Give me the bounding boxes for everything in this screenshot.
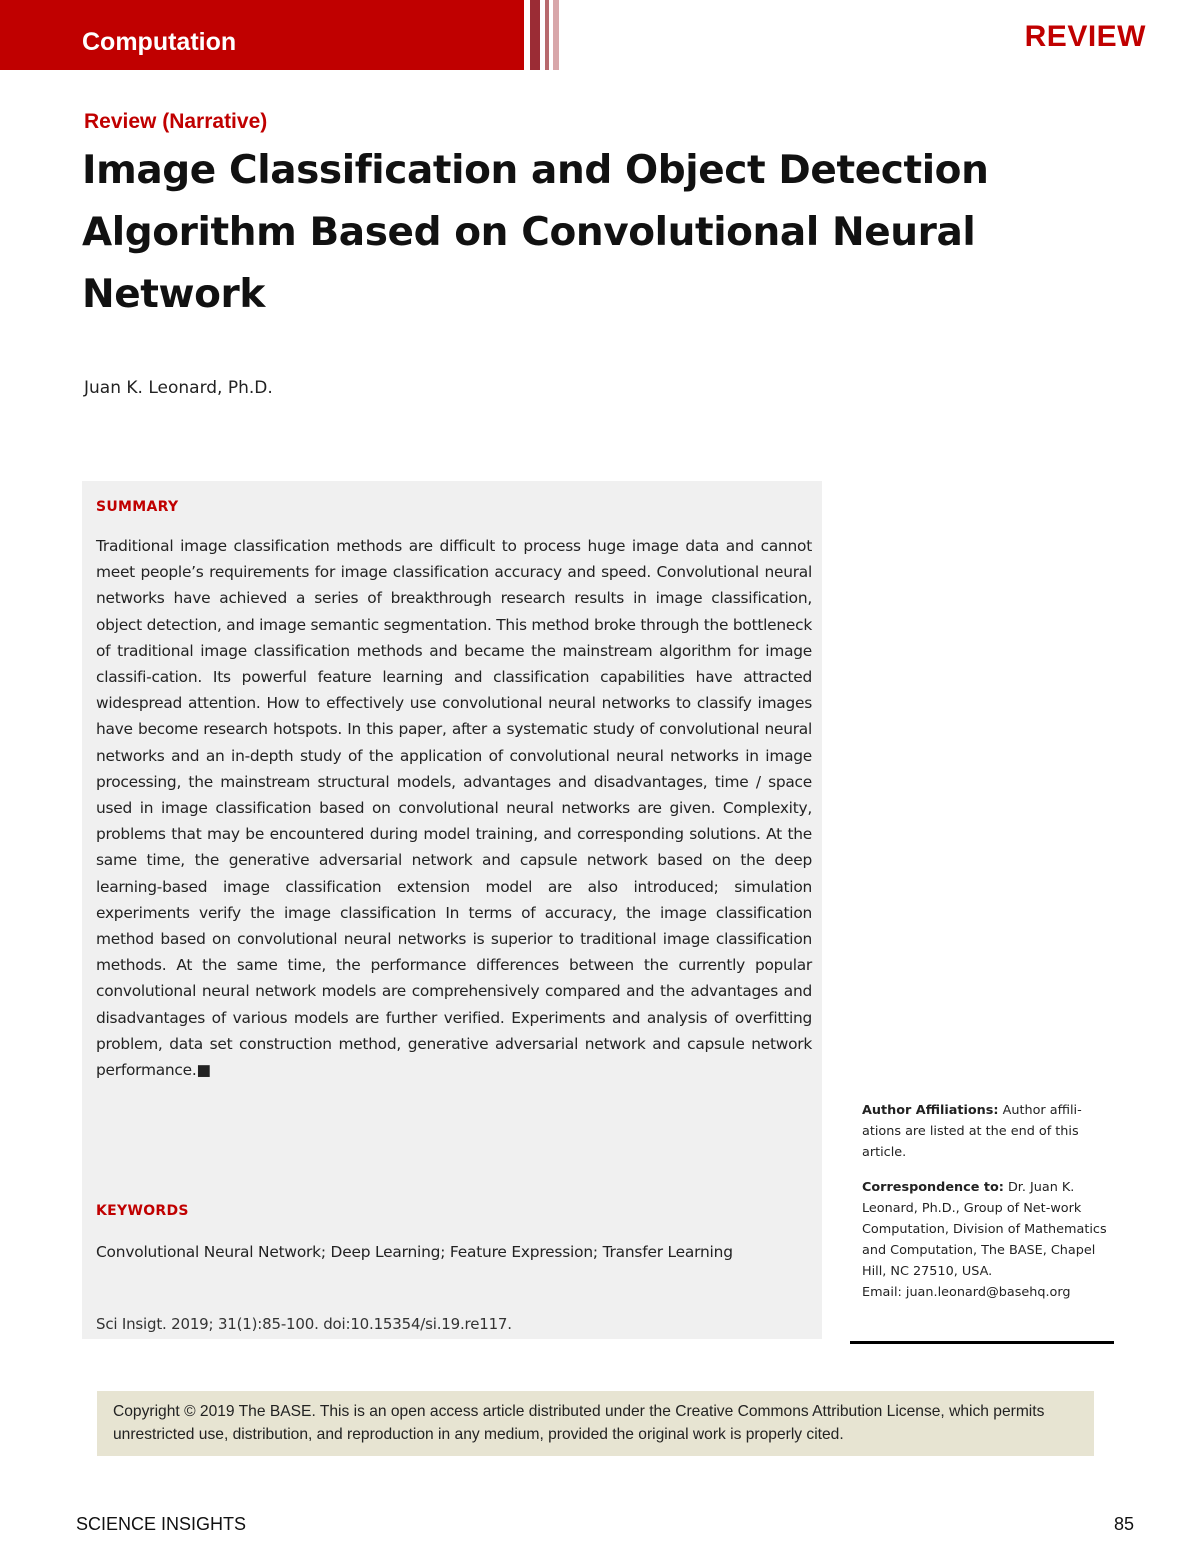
header-decoration-stripe bbox=[553, 0, 559, 70]
review-badge: REVIEW bbox=[1024, 20, 1146, 53]
abstract-text: Traditional image classification methods are difficult to process huge image data and cannot meet people’s requirements for image classification accuracy and speed. Convolutional neural networks have achieved a series of breakthrough research results in image classification, object detection, and image semantic segmentation. This method broke through the bottleneck of traditional image classification methods and became the mainstream algorithm for image classifi-cation. Its powerful feature learning and classification capabilities have attracted widespread attention. How to effectively use convolutional neural networks to classify images have become research hotspots. In this paper, after a systematic study of convolutional neural networks and an in-depth study of the application of convolutional neural networks in image processing, the mainstream structural models, advantages and disadvantages, time / space used in image classification based on convolutional neural networks are given. Complexity, problems that may be encountered during model training, and corresponding solutions. At the same time, the generative adversarial network and capsule network based on the deep learning-based image classification extension model are also introduced; simulation experiments verify the image classification In terms of accuracy, the image classification method based on convolutional neural networks is superior to traditional image classification methods. At the same time, the performance differences between the currently popular convolutional neural network models are comprehensively compared and the advantages and disadvantages of various models are further verified. Experiments and analysis of overfitting problem, data set construction method, generative adversarial network and capsule network performance.■ bbox=[96, 537, 812, 1080]
sidebar-notes bbox=[862, 1100, 1112, 1317]
author-affiliations bbox=[862, 1100, 1112, 1163]
keywords-list: Convolutional Neural Network; Deep Learning; Feature Expression; Transfer Learning bbox=[96, 1243, 733, 1261]
article-title: Image Classification and Object Detection Algorithm Based on Convolutional Neural Network bbox=[82, 148, 989, 317]
summary-box bbox=[82, 481, 822, 1339]
footer-page-number: 85 bbox=[1113, 1514, 1134, 1534]
summary-heading: SUMMARY bbox=[96, 499, 179, 515]
correspondence-text: Dr. Juan K. Leonard, Ph.D., Group of Net-work Computation, Division of Mathematics and Computation, The BASE, Chapel Hill, NC 27510, USA. bbox=[862, 1180, 1107, 1279]
correspondence bbox=[862, 1177, 1112, 1303]
section-label: Computation bbox=[82, 28, 237, 56]
keywords-heading: KEYWORDS bbox=[96, 1203, 189, 1219]
header-decoration-stripe bbox=[545, 0, 549, 70]
correspondence-label: Correspondence to: bbox=[862, 1180, 1004, 1195]
copyright-box bbox=[97, 1391, 1094, 1456]
summary-content bbox=[96, 499, 812, 1083]
affiliations-label: Author Affiliations: bbox=[862, 1103, 999, 1118]
correspondence-email[interactable]: Email: juan.leonard@basehq.org bbox=[862, 1285, 1071, 1300]
header-decoration-stripe bbox=[530, 0, 540, 70]
affiliations-text: Author affili-ations are listed at the end of this article. bbox=[862, 1103, 1082, 1160]
footer-journal-name: SCIENCE INSIGHTS bbox=[76, 1514, 247, 1534]
sidebar-divider bbox=[850, 1341, 1114, 1344]
citation: Sci Insigt. 2019; 31(1):85-100. doi:10.15354/si.19.re117. bbox=[96, 1315, 512, 1333]
section-header-bar bbox=[0, 0, 524, 70]
author-name: Juan K. Leonard, Ph.D. bbox=[84, 378, 273, 398]
copyright-text: Copyright © 2019 The BASE. This is an open access article distributed under the Creative Commons Attribution License, which permits unrestricted use, distribution, and reproduction in any medium, provided the original work is properly cited. bbox=[113, 1403, 1045, 1443]
article-type: Review (Narrative) bbox=[84, 110, 268, 133]
